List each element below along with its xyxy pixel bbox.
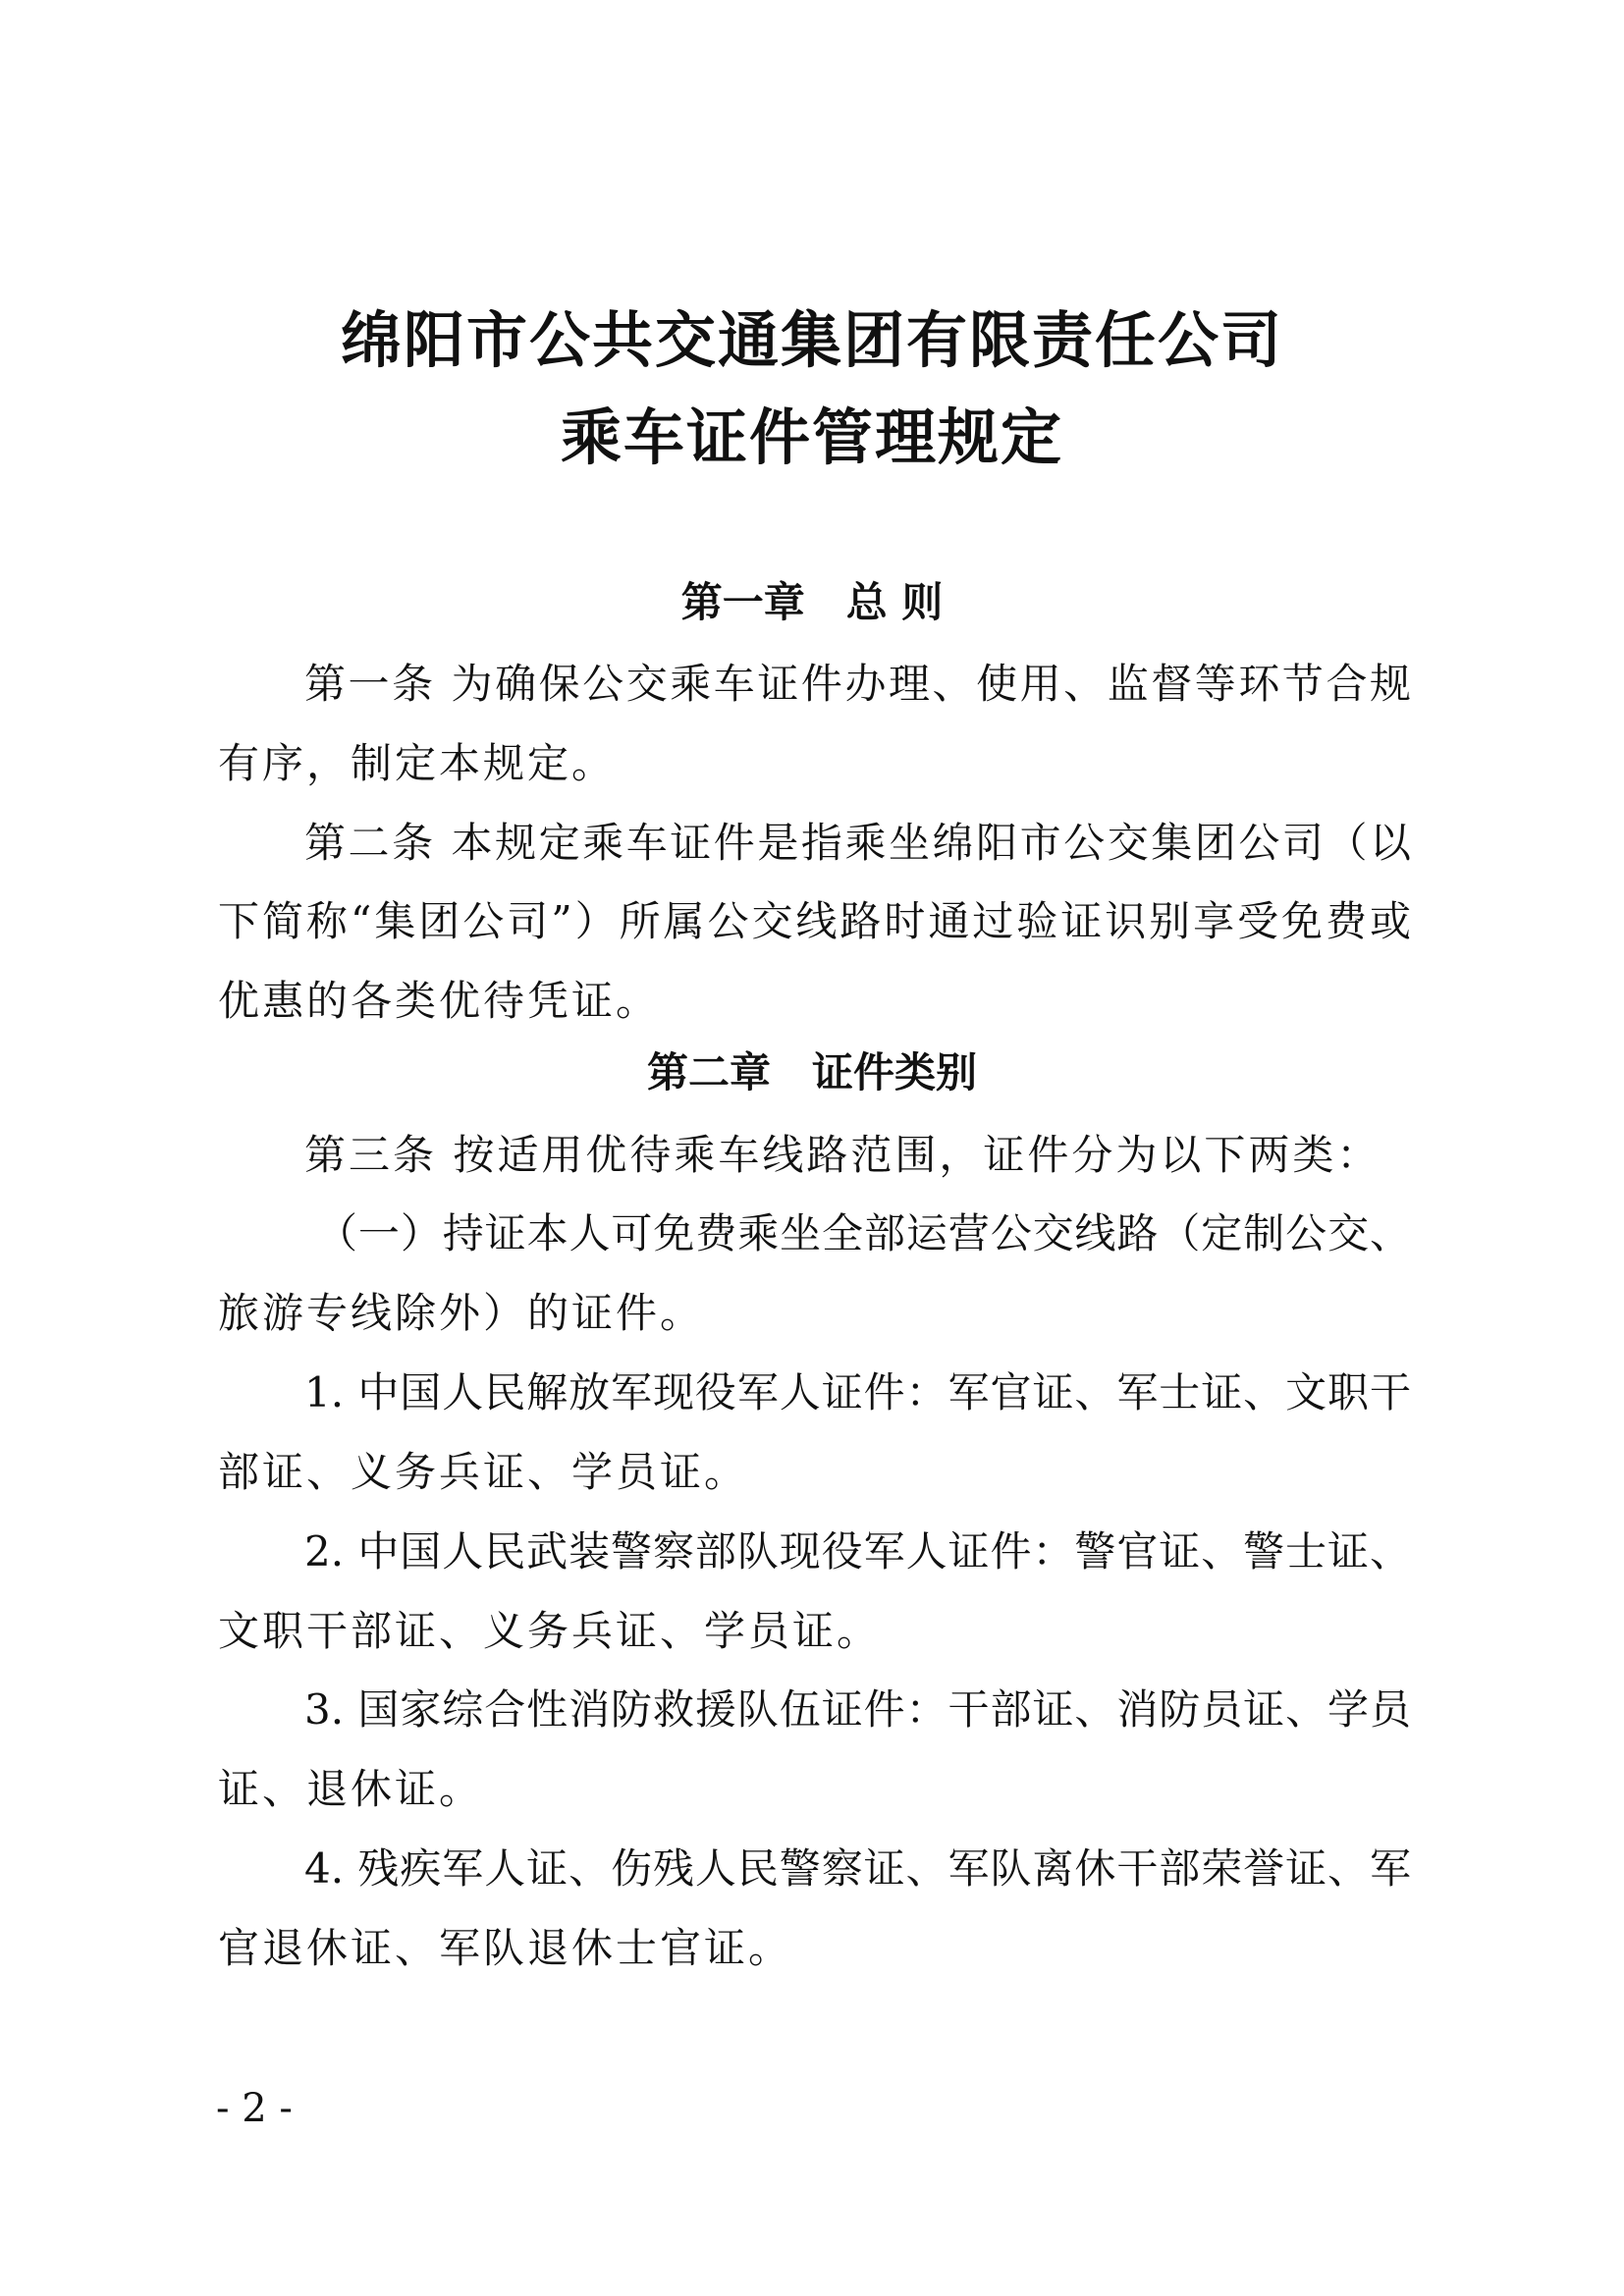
paragraph-line: 官退休证、军队退休士官证。 — [218, 1924, 793, 1972]
chapter-heading-1: 第一章 总 则 — [680, 578, 944, 626]
paragraph-line: 有序，制定本规定。 — [218, 739, 617, 787]
paragraph-line: 2. 中国人民武装警察部队现役军人证件：警官证、警士证、 — [304, 1527, 1411, 1575]
paragraph-line: （一）持证本人可免费乘坐全部运营公交线路（定制公交、 — [316, 1209, 1411, 1257]
paragraph-line: 证、退休证。 — [218, 1765, 484, 1813]
document-title-line-1: 绵阳市公共交通集团有限责任公司 — [340, 304, 1283, 376]
paragraph-line: 第一条 为确保公交乘车证件办理、使用、监督等环节合规 — [304, 660, 1411, 708]
paragraph-line: 第二条 本规定乘车证件是指乘坐绵阳市公交集团公司（以 — [304, 819, 1411, 867]
document-title-line-2: 乘车证件管理规定 — [560, 401, 1063, 473]
paragraph-line: 部证、义务兵证、学员证。 — [218, 1448, 749, 1496]
paragraph-line: 第三条 按适用优待乘车线路范围，证件分为以下两类： — [304, 1131, 1381, 1179]
paragraph-line: 下简称“集团公司”）所属公交线路时通过验证识别享受免费或 — [218, 897, 1411, 945]
paragraph-line: 4. 残疾军人证、伤残人民警察证、军队离休干部荣誉证、军 — [304, 1844, 1411, 1893]
paragraph-line: 旅游专线除外）的证件。 — [218, 1289, 705, 1337]
paragraph-line: 优惠的各类优待凭证。 — [218, 977, 661, 1025]
chapter-heading-2: 第二章 证件类别 — [646, 1048, 977, 1096]
paragraph-line: 1. 中国人民解放军现役军人证件：军官证、军士证、文职干 — [304, 1368, 1411, 1416]
paragraph-line: 文职干部证、义务兵证、学员证。 — [218, 1607, 882, 1655]
paragraph-line: 3. 国家综合性消防救援队伍证件：干部证、消防员证、学员 — [304, 1685, 1411, 1734]
page-number: - 2 - — [216, 2086, 293, 2131]
